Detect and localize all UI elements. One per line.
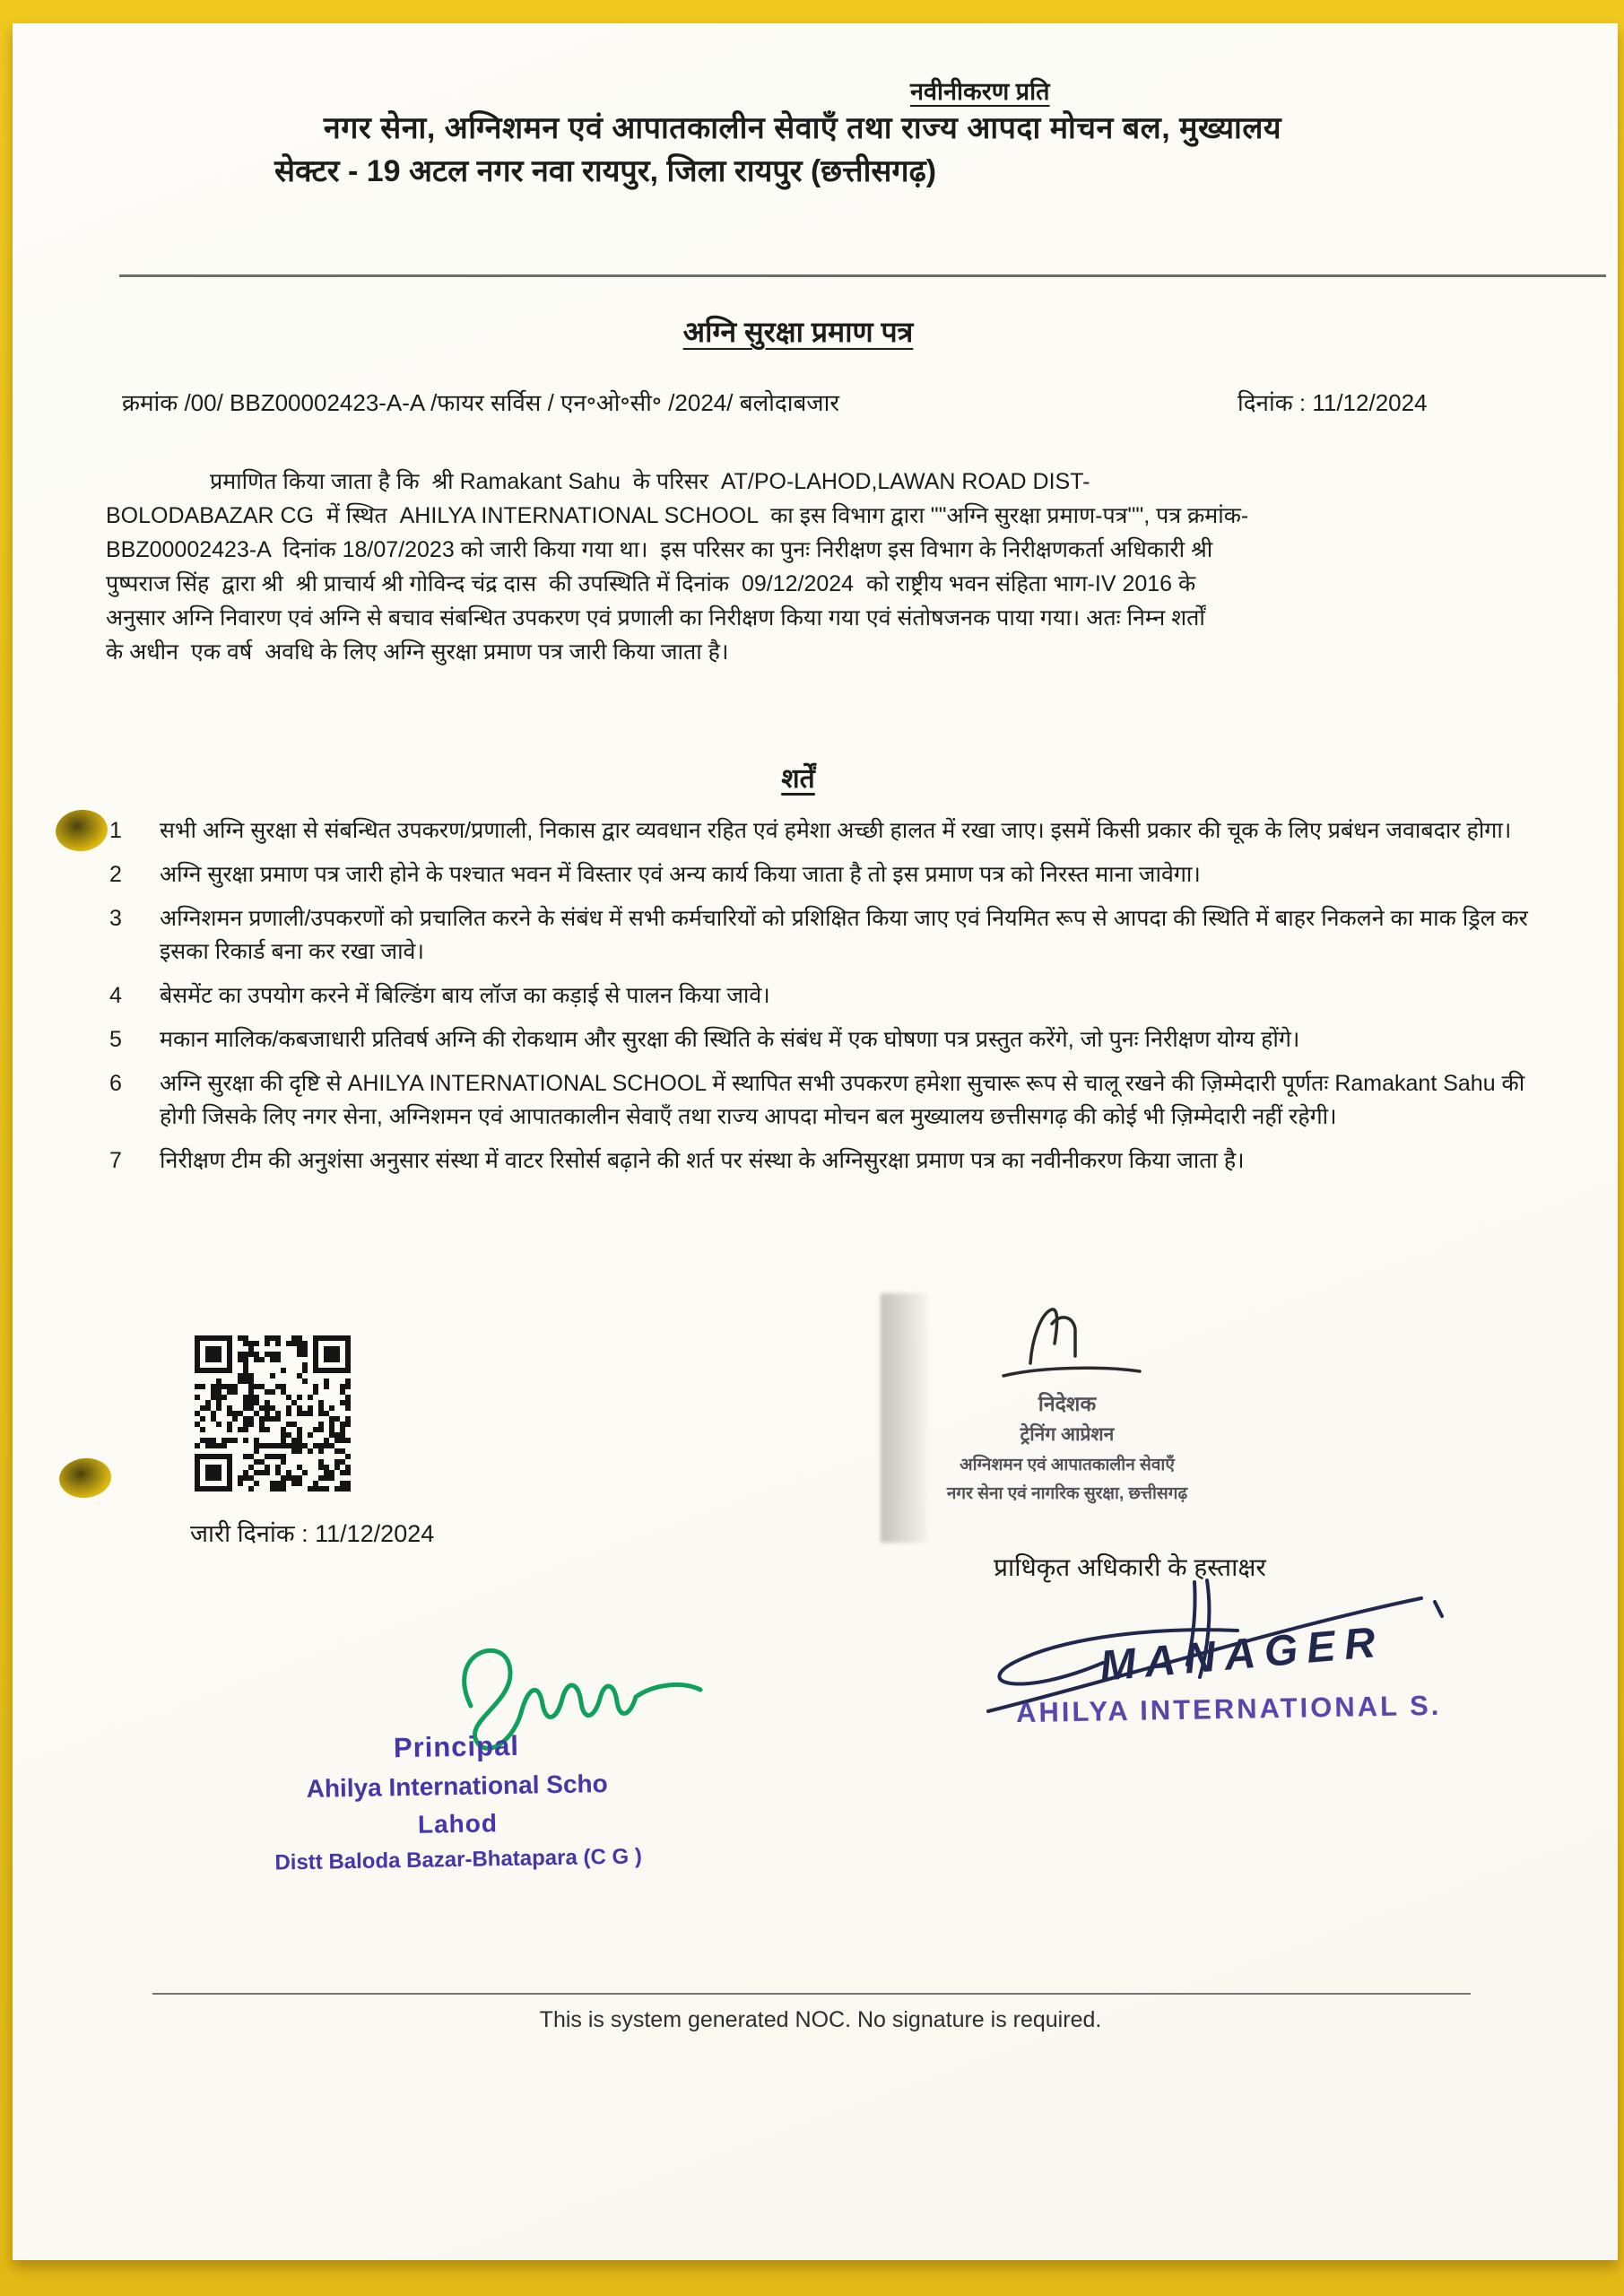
school-name-stamp: AHILYA INTERNATIONAL S.	[1015, 1689, 1442, 1729]
stamp-line: निदेशक	[1038, 1392, 1097, 1415]
stamp-line: अग्निशमन एवं आपातकालीन सेवाएँ	[960, 1456, 1175, 1474]
stamp-line: ट्रेनिंग आप्रेशन	[1020, 1424, 1115, 1445]
principal-office-stamp	[264, 1727, 652, 1875]
condition-text: निरीक्षण टीम की अनुशंसा अनुसार संस्था में वाटर रिसोर्स बढ़ाने की शर्त पर संस्था के अग्निसुरक्षा प्रमाण पत्र का नवीनीकरण किया जाता है।	[160, 1148, 1245, 1173]
condition-number: 4	[109, 983, 122, 1008]
condition-number: 3	[109, 906, 122, 931]
condition-item	[106, 1144, 1537, 1178]
condition-text: सभी अग्नि सुरक्षा से संबन्धित उपकरण/प्रणाली, निकास द्वार व्यवधान रहित एवं हमेशा अच्छी हालत में रखा जाए। इसमें किसी प्रकार की चूक के लिए प्रबंधन जवाबदार होगा।	[160, 818, 1512, 843]
director-signature-mark	[991, 1302, 1152, 1388]
qr-code	[192, 1333, 353, 1494]
body-line: के अधीन एक वर्ष अवधि के लिए अग्नि सुरक्षा प्रमाण पत्र जारी किया जाता है।	[106, 639, 729, 665]
system-generated-note: This is system generated NOC. No signature is required.	[539, 2007, 1102, 2032]
department-header-line1: नगर सेना, अग्निशमन एवं आपातकालीन सेवाएँ तथा राज्य आपदा मोचन बल, मुख्यालय	[323, 111, 1282, 145]
manager-signature-text: MANAGER	[1098, 1618, 1386, 1691]
footer-divider	[152, 1993, 1471, 1995]
body-line: BOLODABAZAR CG में स्थित AHILYA INTERNATIONAL SCHOOL का इस विभाग द्वारा ""अग्नि सुरक्षा प्रमाण-पत्र"", पत्र क्रमांक-	[106, 503, 1249, 528]
stamp-line: Distt Baloda Bazar-Bhatapara (C G )	[274, 1844, 643, 1875]
condition-number: 5	[109, 1027, 122, 1052]
header-divider	[119, 274, 1606, 277]
stamp-line: नगर सेना एवं नागरिक सुरक्षा, छत्तीसगढ़	[946, 1484, 1188, 1503]
issue-date: जारी दिनांक : 11/12/2024	[190, 1520, 435, 1547]
authorized-officer-caption: प्राधिकृत अधिकारी के हस्ताक्षर	[994, 1553, 1266, 1581]
stamp-line: Ahilya International Scho	[306, 1770, 608, 1803]
condition-item	[106, 902, 1537, 969]
condition-item	[106, 858, 1537, 891]
body-line: पुष्पराज सिंह द्वारा श्री श्री प्राचार्य श्री गोविन्द चंद्र दास की उपस्थिति में दिनांक 09/12/2024 को राष्ट्रीय भवन संहिता भाग-IV 2016 के	[106, 571, 1196, 596]
department-header-line2: सेक्टर - 19 अटल नगर नवा रायपुर, जिला रायपुर (छत्तीसगढ़)	[274, 154, 937, 188]
condition-item	[106, 814, 1537, 848]
body-line: अनुसार अग्नि निवारण एवं अग्नि से बचाव संबन्धित उपकरण एवं प्रणाली का निरीक्षण किया गया एवं संतोषजनक पाया गया। अतः निम्न शर्तों	[106, 605, 1205, 631]
reference-date: दिनांक : 11/12/2024	[1238, 389, 1428, 416]
stamp-line: Lahod	[417, 1809, 499, 1839]
condition-text: बेसमेंट का उपयोग करने में बिल्डिंग बाय लॉज का कड़ाई से पालन किया जावे।	[160, 983, 770, 1008]
condition-item	[106, 1023, 1537, 1057]
conditions-list	[106, 814, 1537, 1178]
condition-number: 7	[109, 1148, 122, 1173]
condition-number: 1	[109, 818, 122, 843]
condition-item	[106, 979, 1537, 1013]
certificate-title: अग्नि सुरक्षा प्रमाण पत्र	[682, 316, 914, 348]
condition-item	[106, 1067, 1537, 1134]
condition-text: अग्निशमन प्रणाली/उपकरणों को प्रचालित करने के संबंध में सभी कर्मचारियों को प्रशिक्षित किया जाए एवं नियमित रूप से आपदा की स्थिति में बाहर निकलने का माक ड्रिल कर इसका रिकार्ड बना कर रखा जावे।	[160, 906, 1534, 964]
condition-text: अग्नि सुरक्षा की दृष्टि से AHILYA INTERNATIONAL SCHOOL में स्थापित सभी उपकरण हमेशा सुचारू रूप से चालू रखने की ज़िम्मेदारी पूर्णतः Ramakant Sahu की होगी जिसके लिए नगर सेना, अग्निशमन एवं आपातकालीन सेवाएँ तथा राज्य आपदा मोचन बल मुख्यालय छत्तीसगढ़ की कोई भी ज़िम्मेदारी नहीं रहेगी।	[160, 1071, 1532, 1129]
condition-number: 2	[109, 862, 122, 887]
renewal-copy-label: नवीनीकरण प्रति	[910, 78, 1050, 105]
certificate-body	[106, 465, 1533, 669]
condition-text: अग्नि सुरक्षा प्रमाण पत्र जारी होने के पश्चात भवन में विस्तार एवं अन्य कार्य किया जाता है तो इस प्रमाण पत्र को निरस्त माना जावेगा।	[160, 862, 1201, 887]
reference-number: क्रमांक /00/ BBZ00002423-A-A /फायर सर्विस / एन॰ओ॰सी॰ /2024/ बलोदाबजार	[122, 389, 839, 416]
director-office-stamp	[861, 1388, 1273, 1504]
stamp-line: Principal	[393, 1729, 520, 1764]
conditions-heading: शर्तें	[781, 764, 815, 794]
condition-number: 6	[109, 1071, 122, 1096]
condition-text: मकान मालिक/कबजाधारी प्रतिवर्ष अग्नि की रोकथाम और सुरक्षा की स्थिति के संबंध में एक घोषणा पत्र प्रस्तुत करेंगे, जो पुनः निरीक्षण योग्य होंगे।	[160, 1027, 1300, 1052]
body-line: BBZ00002423-A दिनांक 18/07/2023 को जारी किया गया था। इस परिसर का पुनः निरीक्षण इस विभाग के निरीक्षणकर्ता अधिकारी श्री	[106, 537, 1213, 562]
body-line: प्रमाणित किया जाता है कि श्री Ramakant Sahu के परिसर AT/PO-LAHOD,LAWAN ROAD DIST-	[210, 469, 1090, 494]
